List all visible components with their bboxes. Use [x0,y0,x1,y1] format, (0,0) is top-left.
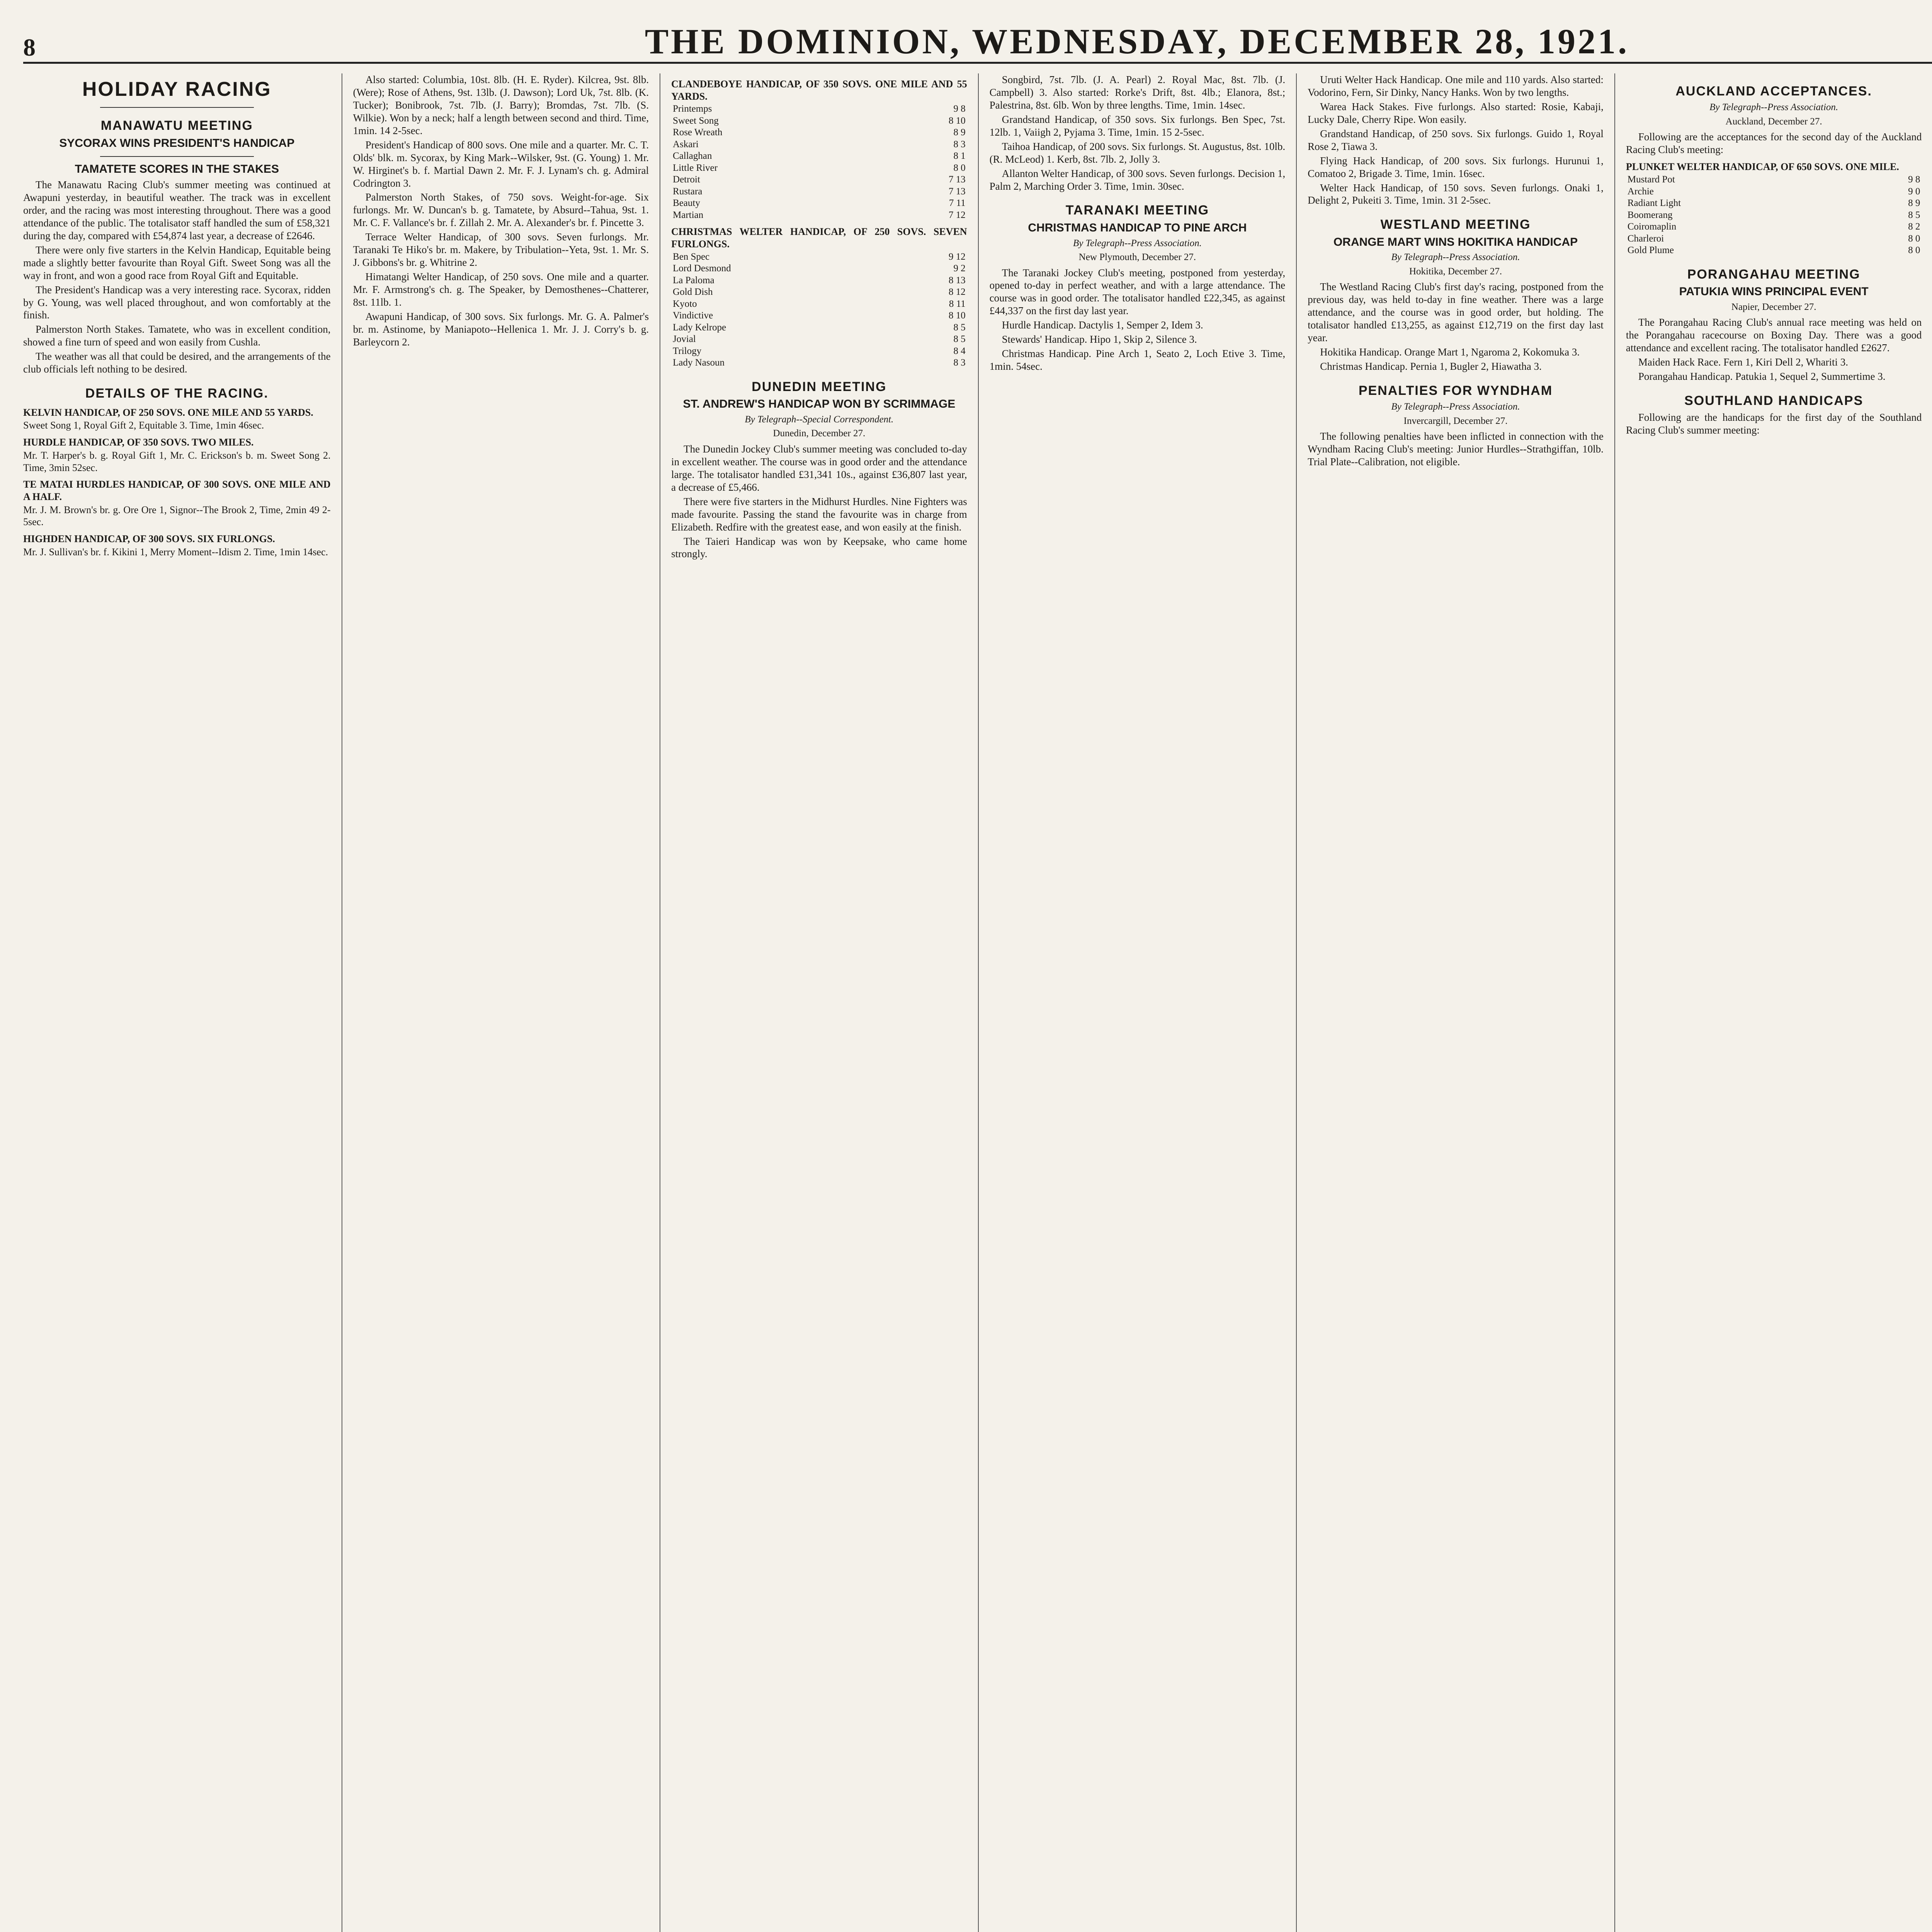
table-row [1626,209,1922,221]
article-paragraph: The Taranaki Jockey Club's meeting, postponed from yesterday, opened to-day in perfect weather, and with a large attendance. The course was in good order. The totalisator handled £22,345, as against £44,337 on the first day last year. [989,267,1286,317]
article-paragraph: The Porangahau Racing Club's annual race meeting was held on the Porangahau racecourse on Boxing Day. There was a good attendance and excellent racing. The totalisator handled £2627. [1626,316,1922,354]
horse-weight: 8 1 [953,151,966,162]
article-paragraph: Following are the acceptances for the second day of the Auckland Racing Club's meeting: [1626,131,1922,156]
article-paragraph: Songbird, 7st. 7lb. (J. A. Pearl) 2. Royal Mac, 8st. 7lb. (J. Campbell) 3. Also started: Rorke's Drift, 8st. 4lb.; Elanora, 8st.; Palestrina, 8st. 6lb. Won by three lengths. Time, 1min. 14sec. [989,74,1286,111]
table-row [671,186,967,198]
horse-name: Martian [673,209,704,220]
horse-name: Ben Spec [673,251,710,262]
story-subheading: TAMATETE SCORES IN THE STAKES [75,162,279,175]
table-row [1626,186,1922,198]
horse-name: Beauty [673,198,700,209]
article-paragraph: Grandstand Handicap, of 350 sovs. Six furlongs. Ben Spec, 7st. 12lb. 1, Vaiigh 2, Pyjama 3. Time, 1min. 15 2-5sec. [989,113,1286,138]
horse-name: Printemps [673,104,712,114]
horse-name: Little River [673,162,718,173]
handicap-table [671,103,967,221]
table-row [671,333,967,345]
handicap-heading: CHRISTMAS WELTER HANDICAP, OF 250 SOVS. SEVEN FURLONGS. [671,226,967,250]
horse-weight: 9 12 [948,251,966,262]
story-heading: SYCORAX WINS PRESIDENT'S HANDICAP [59,136,295,150]
article-paragraph: Awapuni Handicap, of 300 sovs. Six furlongs. Mr. G. A. Palmer's br. m. Astinome, by Maniapoto--Hellenica 1. Mr. J. J. Corry's b. g. Barleycorn 2. [353,310,649,348]
meeting-subheading: CHRISTMAS HANDICAP TO PINE ARCH [1028,221,1247,234]
table-row [1626,245,1922,257]
meeting-heading: PORANGAHAU MEETING [1687,267,1861,282]
horse-weight: 8 10 [948,115,966,126]
article-paragraph: The following penalties have been inflicted in connection with the Wyndham Racing Club's meeting: Junior Hurdles--Strathgiffan, 10lb. Trial Plate--Calibration, not eligible. [1308,430,1604,468]
table-row [1626,174,1922,186]
article-paragraph: Hurdle Handicap. Dactylis 1, Semper 2, Idem 3. [1002,319,1203,331]
horse-name: Callaghan [673,151,712,162]
horse-weight: 8 11 [949,298,966,309]
byline: By Telegraph--Press Association. [1709,102,1838,113]
table-row [671,150,967,162]
table-row [671,127,967,139]
horse-weight: 8 10 [948,310,966,321]
byline: By Telegraph--Press Association. [1391,252,1520,263]
meeting-heading: DUNEDIN MEETING [752,379,887,394]
dateline: Dunedin, December 27. [773,428,866,439]
meeting-heading: TARANAKI MEETING [1065,203,1209,218]
table-row [671,310,967,322]
article-paragraph: Grandstand Handicap, of 250 sovs. Six furlongs. Guido 1, Royal Rose 2, Tiawa 3. [1308,128,1604,152]
table-row [1626,221,1922,233]
meeting-subheading: PATUKIA WINS PRINCIPAL EVENT [1679,285,1869,298]
horse-name: Sweet Song [673,115,719,126]
horse-name: Lord Desmond [673,263,731,274]
race-result: Mr. J. M. Brown's br. g. Ore Ore 1, Signor--The Brook 2, Time, 2min 49 2-5sec. [23,504,331,528]
table-row [671,322,967,334]
horse-weight: 8 0 [1908,245,1920,256]
horse-weight: 7 11 [949,198,966,209]
horse-weight: 7 12 [948,209,966,220]
horse-name: Gold Plume [1627,245,1674,256]
table-row [671,263,967,275]
meeting-heading: MANAWATU MEETING [100,118,253,133]
article-paragraph: Christmas Handicap. Pine Arch 1, Seato 2, Loch Etive 3. Time, 1min. 54sec. [989,348,1286,372]
horse-name: Trilogy [673,345,702,356]
race-title: KELVIN HANDICAP, OF 250 SOVS. ONE MILE AND 55 YARDS. [23,406,313,418]
article-paragraph: Uruti Welter Hack Handicap. One mile and 110 yards. Also started: Vodorino, Fern, Sir Dinky, Nancy Hanks. Won by two lengths. [1308,74,1604,98]
byline: By Telegraph--Press Association. [1391,401,1520,412]
horse-weight: 8 3 [953,139,966,150]
horse-weight: 9 2 [953,263,966,274]
dateline: Hokitika, December 27. [1409,266,1502,277]
article-paragraph: Stewards' Handicap. Hipo 1, Skip 2, Silence 3. [1002,333,1197,345]
race-title: HIGHDEN HANDICAP, OF 300 SOVS. SIX FURLONGS. [23,533,275,545]
table-row [671,298,967,310]
column-3 [660,73,978,1932]
article-paragraph: President's Handicap of 800 sovs. One mile and a quarter. Mr. C. T. Olds' blk. m. Sycorax, by King Mark--Wilsker, 9st. (G. Young) 1. Mr. W. Hirginet's b. f. Martial Dawn 2. Mr. F. J. Lynam's ch. g. Admiral Codrington 3. [353,139,649,189]
details-heading: DETAILS OF THE RACING. [85,386,269,401]
horse-weight: 9 8 [1908,174,1920,185]
article-paragraph: The weather was all that could be desired, and the arrangements of the club officials left nothing to be desired. [23,350,331,375]
horse-weight: 8 0 [953,162,966,173]
column-2 [342,73,660,1932]
horse-weight: 8 0 [1908,233,1920,244]
horse-weight: 9 0 [1908,186,1920,197]
article-paragraph: Also started: Columbia, 10st. 8lb. (H. E. Ryder). Kilcrea, 9st. 8lb. (Were); Rose of Athens, 9st. 13lb. (J. Dawson); Lord Uk, 7st. 8lb. (K. Tucker); Bonibrook, 7st. 7lb. (J. Barry); Bromdas, 7st. 7lb. (S. Wilkie). Won by a neck; half a length between second and third. Time, 1min. 14 2-5sec. [353,74,649,136]
horse-weight: 8 5 [953,322,966,333]
horse-name: Charleroi [1627,233,1664,244]
horse-name: Rustara [673,186,702,197]
horse-weight: 7 13 [948,174,966,185]
horse-name: Vindictive [673,310,713,321]
horse-weight: 8 3 [953,357,966,368]
table-row [671,209,967,221]
table-row [671,345,967,357]
race-title: TE MATAI HURDLES HANDICAP, OF 300 SOVS. ONE MILE AND A HALF. [23,479,331,502]
table-row [671,286,967,298]
column-1 [23,73,342,1932]
article-paragraph: Maiden Hack Race. Fern 1, Kiri Dell 2, Whariti 3. [1638,356,1848,368]
column-4 [978,73,1296,1932]
table-row [671,139,967,151]
article-paragraph: Allanton Welter Handicap, of 300 sovs. Seven furlongs. Decision 1, Palm 2, Marching Order 3. Time, 1min. 30sec. [989,167,1286,192]
divider [100,107,254,108]
table-row [1626,197,1922,209]
article-paragraph: Palmerston North Stakes, of 750 sovs. Weight-for-age. Six furlongs. Mr. W. Duncan's b. g. Tamatete, by Absurd--Tahua, 9st. 1. Mr. C. F. Vallance's br. f. Zillah 2. Mr. A. Alexander's br. f. Pincette 3. [353,191,649,229]
article-paragraph: The Taieri Handicap was won by Keepsake, who came home strongly. [671,535,967,560]
table-row [671,275,967,287]
horse-weight: 8 5 [953,334,966,345]
column-6 [1614,73,1932,1932]
horse-name: Mustard Pot [1627,174,1675,185]
article-paragraph: Taihoa Handicap, of 200 sovs. Six furlongs. St. Augustus, 8st. 10lb. (R. McLeod) 1. Kerb, 8st. 7lb. 2, Jolly 3. [989,140,1286,165]
divider [100,156,254,157]
meeting-subheading: ST. ANDREW'S HANDICAP WON BY SCRIMMAGE [683,398,956,411]
table-row [671,103,967,115]
horse-weight: 9 8 [953,104,966,114]
dateline: Napier, December 27. [1731,301,1816,312]
horse-weight: 8 13 [948,275,966,286]
horse-name: Gold Dish [673,287,713,298]
article-paragraph: There were only five starters in the Kelvin Handicap, Equitable being made a slightly better favourite than Royal Gift. Sweet Song was all the way in front, and won a good race from Royal Gift and Equitable. [23,244,331,281]
race-result: Mr. T. Harper's b. g. Royal Gift 1, Mr. C. Erickson's b. m. Sweet Song 2. Time, 3min 52sec. [23,449,331,473]
horse-name: Kyoto [673,298,697,309]
horse-name: Coiromaplin [1627,221,1677,232]
article-paragraph: Flying Hack Handicap, of 200 sovs. Six furlongs. Hurunui 1, Comatoo 2, Brigade 3. Time, 1min. 16sec. [1308,155,1604,179]
page-columns [23,73,1932,1932]
article-paragraph: Warea Hack Stakes. Five furlongs. Also started: Rosie, Kabaji, Lucky Dale, Cherry Ripe. Won easily. [1308,100,1604,125]
dateline: Auckland, December 27. [1725,116,1822,127]
byline: By Telegraph--Special Correspondent. [745,414,894,425]
table-row [671,162,967,174]
meeting-heading: WESTLAND MEETING [1380,217,1531,232]
horse-name: Radiant Light [1627,198,1681,209]
article-paragraph: There were five starters in the Midhurst Hurdles. Nine Fighters was made favourite. Passing the stand the favourite was in charge from Elizabeth. Redfire with the greatest ease, and won easily at the finish. [671,495,967,533]
table-row [1626,233,1922,245]
article-paragraph: Palmerston North Stakes. Tamatete, who was in excellent condition, showed a fine turn of speed and won easily from Cushla. [23,323,331,348]
horse-name: Boomerang [1627,209,1673,220]
newspaper-title: THE DOMINION, WEDNESDAY, DECEMBER 28, 1921. [645,22,1629,61]
horse-name: Archie [1627,186,1654,197]
horse-name: Lady Kelrope [673,322,726,333]
masthead [23,15,1932,64]
horse-weight: 8 2 [1908,221,1920,232]
article-paragraph: Porangahau Handicap. Patukia 1, Sequel 2, Summertime 3. [1638,370,1886,382]
horse-name: Jovial [673,334,696,345]
article-paragraph: Welter Hack Handicap, of 150 sovs. Seven furlongs. Onaki 1, Delight 2, Pukeiti 3. Time, 1min. 31 2-5sec. [1308,182,1604,206]
horse-weight: 8 5 [1908,209,1920,220]
page-number-left: 8 [23,34,36,61]
handicap-heading: CLANDEBOYE HANDICAP, OF 350 SOVS. ONE MILE AND 55 YARDS. [671,78,967,102]
table-row [671,251,967,263]
article-paragraph: The Westland Racing Club's first day's racing, postponed from the previous day, was held to-day in fine weather. There was a large attendance, and the course was in good order, but holding. The totalisator handled £13,255, as against £12,719 on the first day last year. [1308,281,1604,344]
southland-heading: SOUTHLAND HANDICAPS [1684,393,1864,408]
horse-weight: 8 4 [953,345,966,356]
article-paragraph: The President's Handicap was a very interesting race. Sycorax, ridden by G. Young, was well placed throughout, and won comfortably at the finish. [23,284,331,321]
table-row [671,174,967,186]
horse-weight: 7 13 [948,186,966,197]
handicap-heading: PLUNKET WELTER HANDICAP, OF 650 SOVS. ONE MILE. [1626,161,1899,173]
horse-name: Lady Nasoun [673,357,725,368]
horse-weight: 8 9 [953,127,966,138]
section-heading: HOLIDAY RACING [82,78,272,100]
handicap-table [671,251,967,369]
acceptances-heading: AUCKLAND ACCEPTANCES. [1675,84,1872,99]
article-paragraph: The Manawatu Racing Club's summer meeting was continued at Awapuni yesterday, in beautiful weather. The track was in excellent order, and the racing was most interesting throughout. There was a good attendance of the public. The totalisator staff handled the sum of £58,321 during the day, compared with £54,874 last year, a decrease of £2646. [23,179,331,242]
table-row [671,197,967,209]
horse-weight: 8 9 [1908,198,1920,209]
race-title: HURDLE HANDICAP, OF 350 SOVS. TWO MILES. [23,437,254,448]
article-paragraph: Christmas Handicap. Pernia 1, Bugler 2, Hiawatha 3. [1320,361,1542,372]
dateline: Invercargill, December 27. [1403,415,1508,426]
horse-name: Rose Wreath [673,127,723,138]
dateline: New Plymouth, December 27. [1078,252,1196,262]
horse-weight: 8 12 [948,287,966,298]
byline: By Telegraph--Press Association. [1073,238,1202,248]
race-result: Sweet Song 1, Royal Gift 2, Equitable 3. Time, 1min 46sec. [23,420,264,431]
article-paragraph: Himatangi Welter Handicap, of 250 sovs. One mile and a quarter. Mr. F. Armstrong's ch. g. The Speaker, by Demosthenes--Chatterer, 8st. 11lb. 1. [353,271,649,308]
article-paragraph: The Dunedin Jockey Club's summer meeting was concluded to-day in excellent weather. The course was in good order and the attendance large. The totalisator handled £31,341 10s., against £36,807 last year, a decrease of £5,466. [671,443,967,493]
penalties-heading: PENALTIES FOR WYNDHAM [1358,383,1553,398]
article-paragraph: Terrace Welter Handicap, of 300 sovs. Seven furlongs. Mr. Taranaki Te Hiko's br. m. Makere, by Tribulation--Yeta, 9st. 1. Mr. S. J. Gibbons's br. g. Whitrine 2. [353,231,649,269]
article-paragraph: Hokitika Handicap. Orange Mart 1, Ngaroma 2, Kokomuka 3. [1320,346,1580,358]
horse-name: La Paloma [673,275,714,286]
horse-name: Askari [673,139,699,150]
handicap-table [1626,174,1922,257]
table-row [671,115,967,127]
article-paragraph: Following are the handicaps for the first day of the Southland Racing Club's summer meeting: [1626,412,1922,436]
column-5 [1296,73,1614,1932]
race-result: Mr. J. Sullivan's br. f. Kikini 1, Merry Moment--Idism 2. Time, 1min 14sec. [23,546,328,558]
horse-name: Detroit [673,174,700,185]
meeting-subheading: ORANGE MART WINS HOKITIKA HANDICAP [1333,235,1578,248]
table-row [671,357,967,369]
